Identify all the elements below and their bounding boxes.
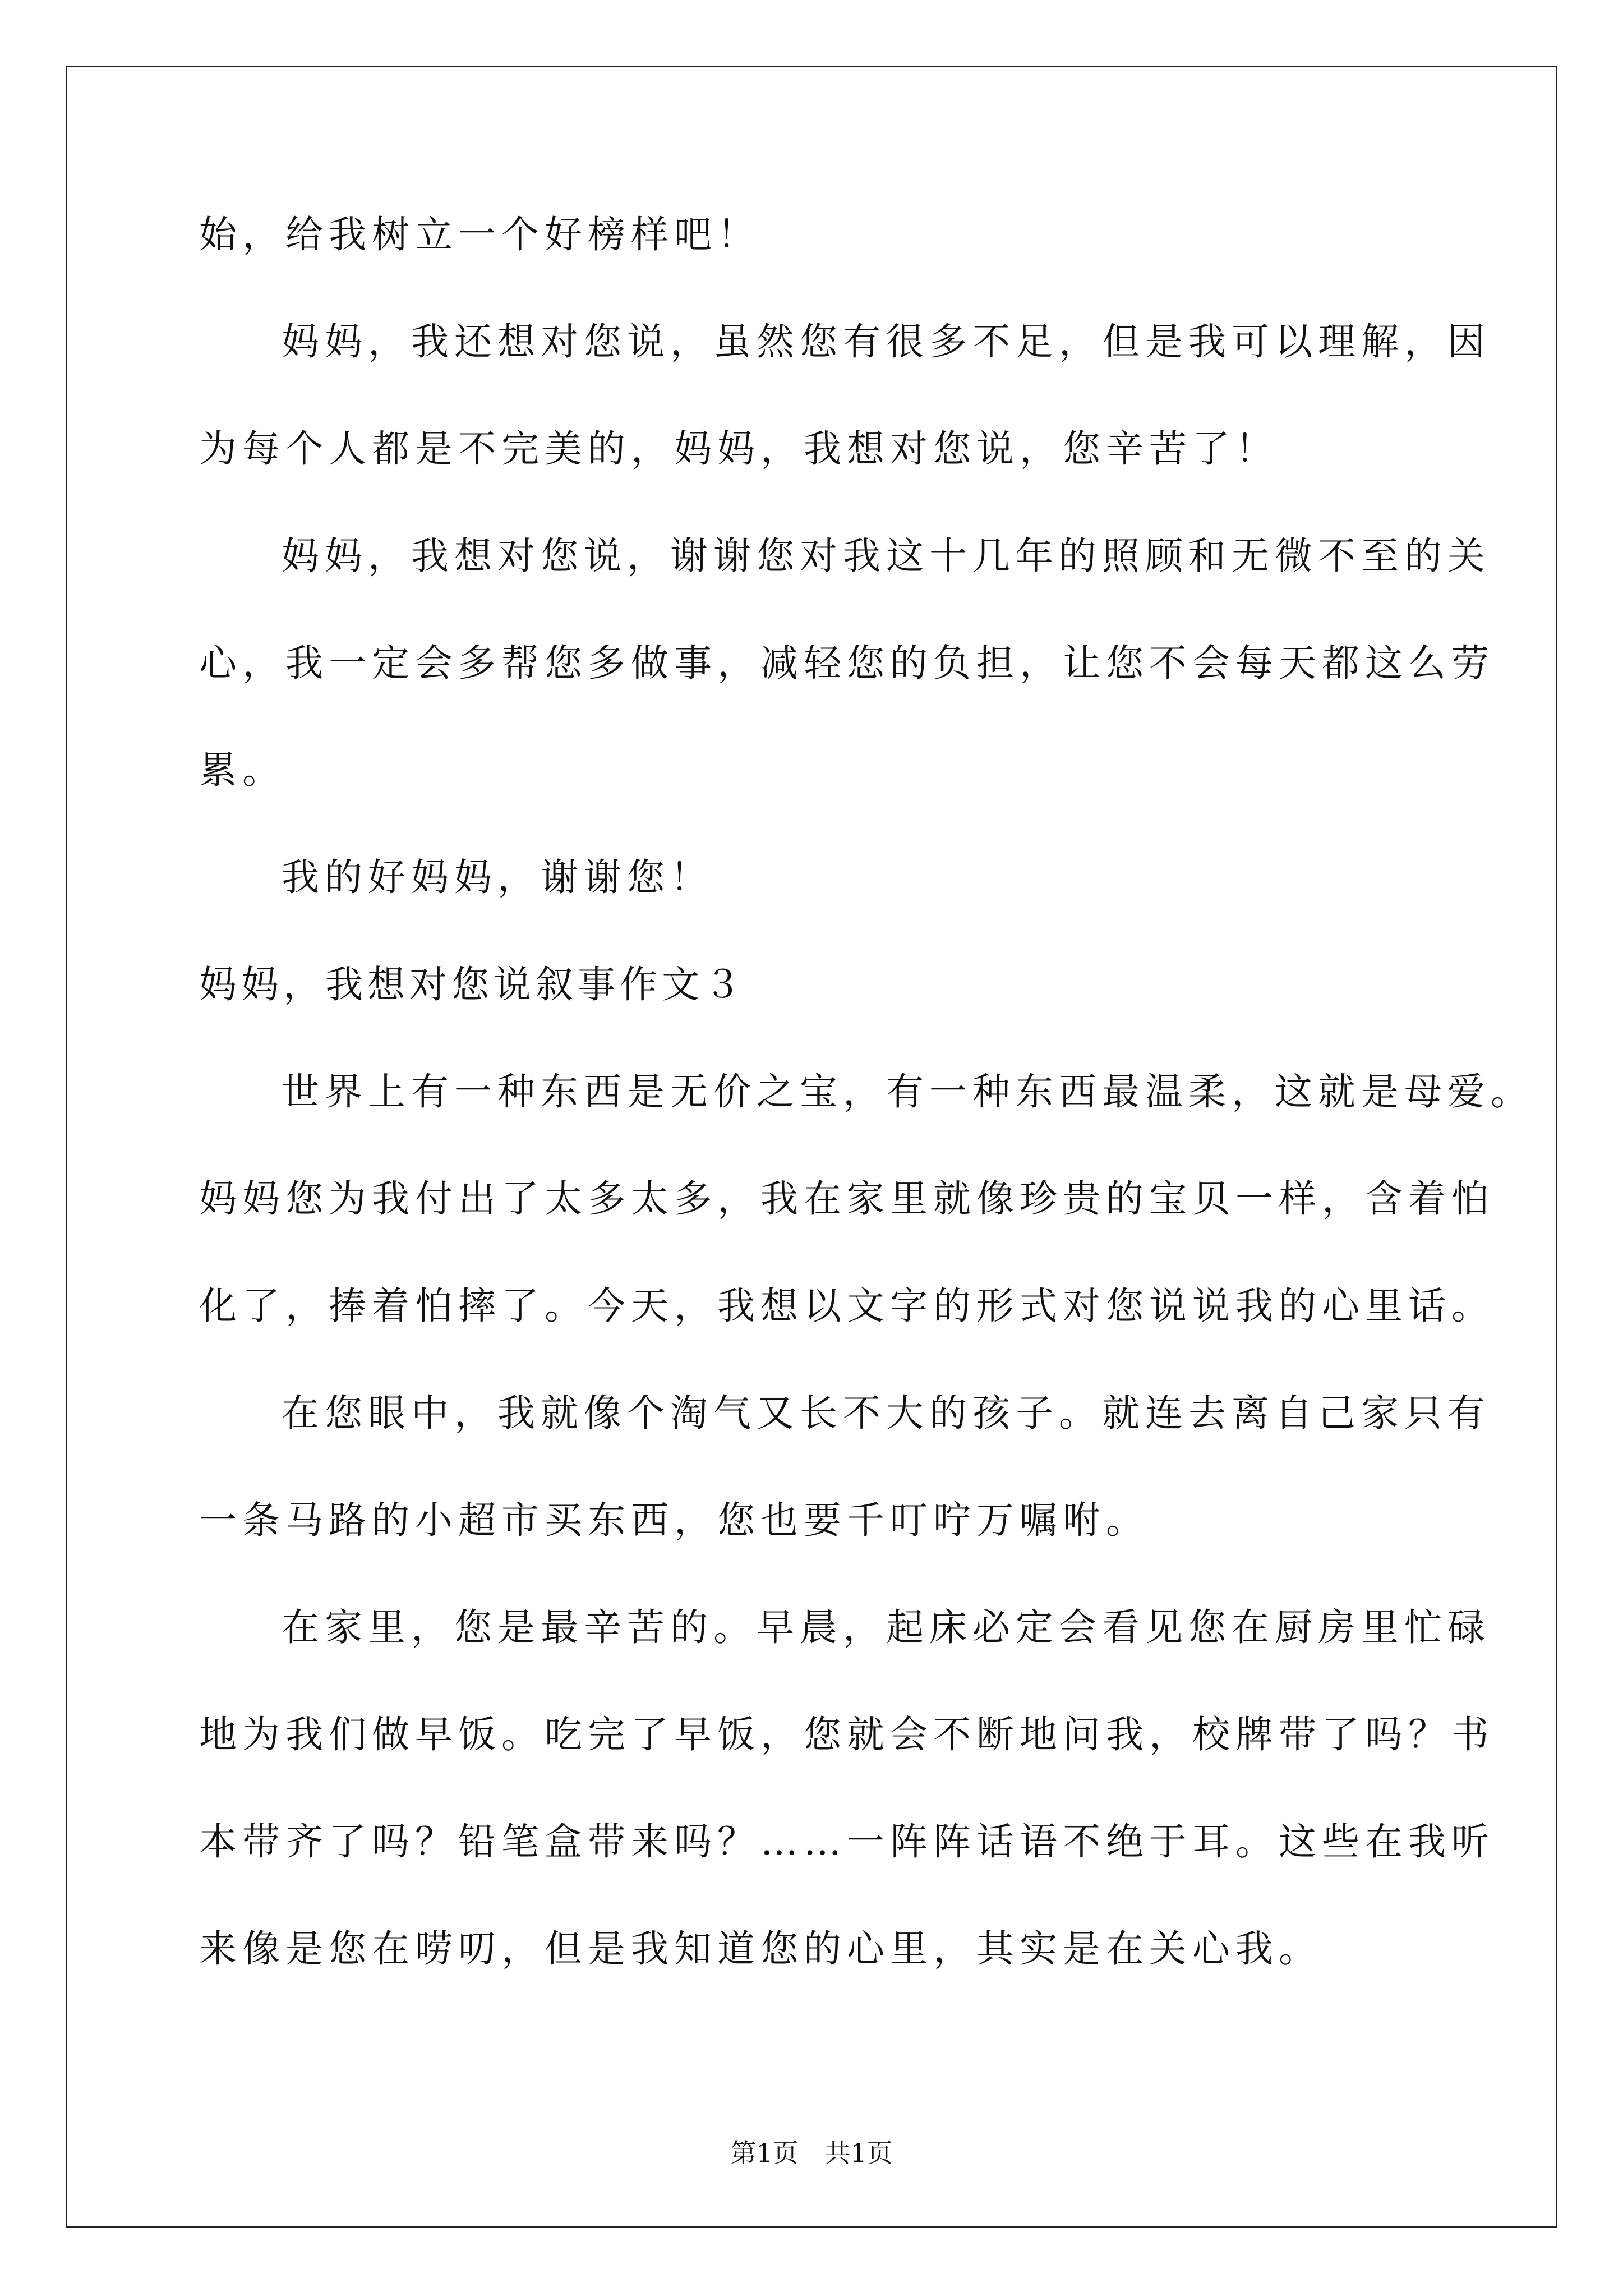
- body-line: 来像是您在唠叨，但是我知道您的心里，其实是在关心我。: [199, 1927, 1322, 1971]
- paragraph-start-line: 我的好妈妈，谢谢您！: [282, 855, 713, 899]
- paragraph-start-line: 妈妈，我还想对您说，虽然您有很多不足，但是我可以理解，因: [282, 320, 1491, 364]
- paragraph-start-line: 在您眼中，我就像个淘气又长不大的孩子。就连去离自己家只有: [282, 1391, 1491, 1435]
- body-line: 化了，捧着怕摔了。今天，我想以文字的形式对您说说我的心里话。: [199, 1284, 1495, 1328]
- document-body: [199, 213, 1534, 2037]
- page-number-current: 第1页: [730, 2138, 799, 2168]
- body-line: 本带齐了吗？铅笔盒带来吗？……一阵阵话语不绝于耳。这些在我听: [199, 1820, 1495, 1864]
- section-heading: 妈妈，我想对您说叙事作文３: [199, 963, 746, 1006]
- body-line: 心，我一定会多帮您多做事，减轻您的负担，让您不会每天都这么劳: [199, 641, 1495, 685]
- body-line: 始，给我树立一个好榜样吧！: [199, 213, 760, 256]
- body-line: 累。: [199, 748, 285, 792]
- body-line: 地为我们做早饭。吃完了早饭，您就会不断地问我，校牌带了吗？书: [199, 1713, 1495, 1756]
- paragraph-start-line: 妈妈，我想对您说，谢谢您对我这十几年的照顾和无微不至的关: [282, 534, 1491, 578]
- paragraph-start-line: 在家里，您是最辛苦的。早晨，起床必定会看见您在厨房里忙碌: [282, 1605, 1491, 1649]
- body-line: 妈妈您为我付出了太多太多，我在家里就像珍贵的宝贝一样，含着怕: [199, 1177, 1495, 1221]
- body-line: 为每个人都是不完美的，妈妈，我想对您说，您辛苦了！: [199, 427, 1279, 471]
- paragraph-start-line: 世界上有一种东西是无价之宝，有一种东西最温柔，这就是母爱。: [282, 1070, 1534, 1114]
- page-number-total: 共1页: [824, 2138, 893, 2168]
- body-line: 一条马路的小超市买东西，您也要千叮咛万嘱咐。: [199, 1498, 1149, 1542]
- page-footer: [0, 2140, 1623, 2166]
